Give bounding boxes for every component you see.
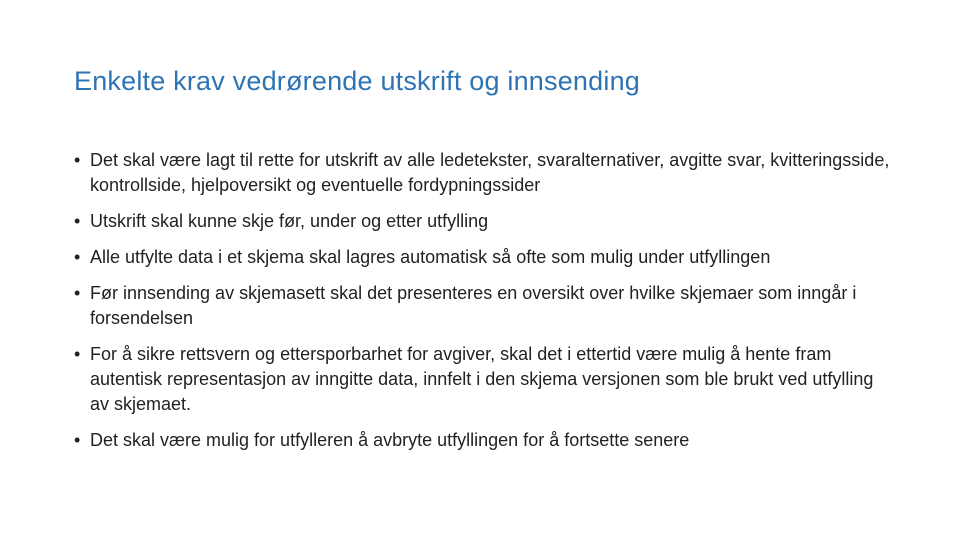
bullet-item [74,428,894,453]
bullet-item [74,342,894,417]
bullet-dot-icon: • [74,247,81,267]
bullet-text: Før innsending av skjemasett skal det presenteres en oversikt over hvilke skjemaer som inngår i forsendelsen [90,283,857,328]
bullet-dot-icon: • [74,211,81,231]
bullet-item [74,148,894,198]
bullet-text: Alle utfylte data i et skjema skal lagres automatisk så ofte som mulig under utfyllingen [90,247,771,267]
bullet-text: Utskrift skal kunne skje før, under og etter utfylling [90,211,489,231]
bullet-dot-icon: • [74,430,81,450]
bullet-item [74,245,894,270]
bullet-item [74,209,894,234]
bullet-text: Det skal være lagt til rette for utskrift av alle ledetekster, svaralternativer, avgitte svar, kvitteringsside, kontrollside, hjelpoversikt og eventuelle fordypningssider [90,150,890,195]
bullet-text: For å sikre rettsvern og ettersporbarhet for avgiver, skal det i ettertid være mulig å hente fram autentisk representasjon av inngitte data, innfelt i den skjema versjonen som ble brukt ved utfylling av skjemaet. [90,344,874,414]
bullet-item [74,281,894,331]
bullet-dot-icon: • [74,150,81,170]
slide-title: Enkelte krav vedrørende utskrift og innsending [74,66,640,96]
bullet-dot-icon: • [74,344,81,364]
bullet-text: Det skal være mulig for utfylleren å avbryte utfyllingen for å fortsette senere [90,430,690,450]
bullet-list [74,148,894,464]
bullet-dot-icon: • [74,283,81,303]
